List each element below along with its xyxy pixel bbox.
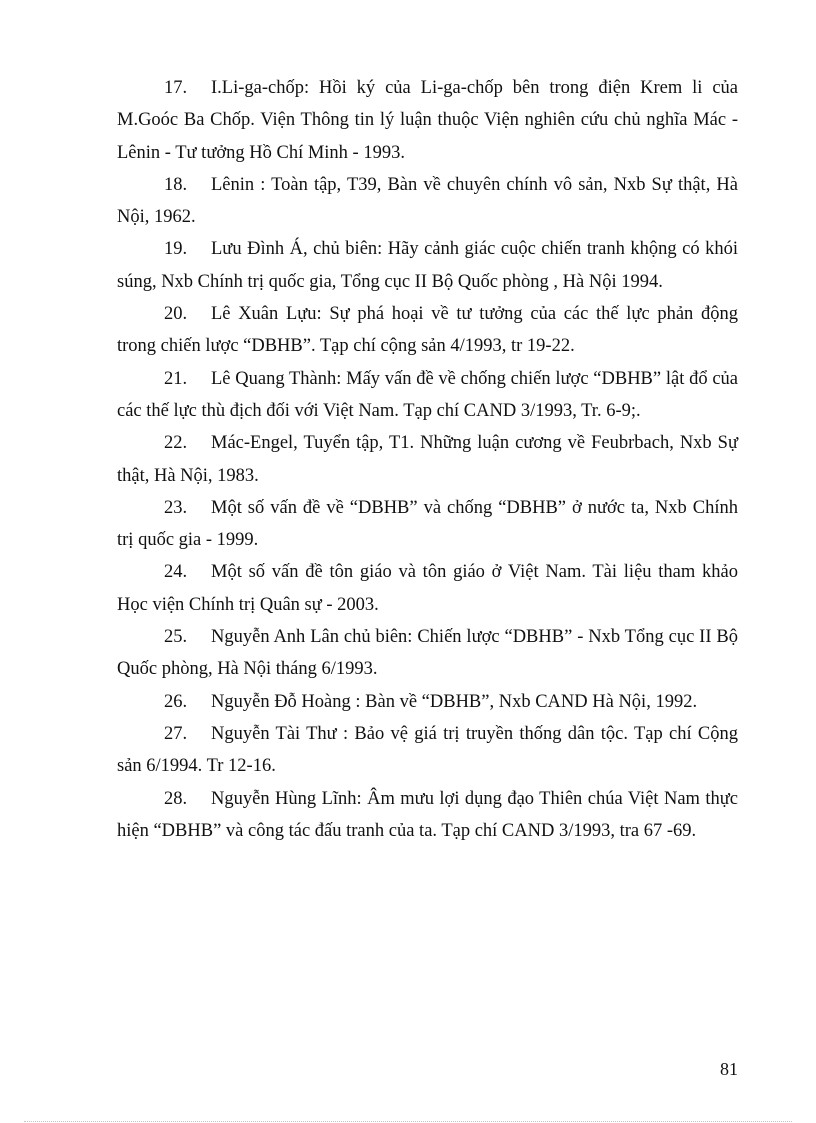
reference-number: 28. <box>164 788 188 809</box>
reference-number: 26. <box>164 691 188 712</box>
reference-number: 27. <box>164 723 188 744</box>
reference-text: Một số vấn đề về “DBHB” và chống “DBHB” ở nước ta, Nxb Chính trị quốc gia - 1999. <box>117 497 738 551</box>
reference-number: 22. <box>164 433 188 454</box>
reference-text: Nguyễn Tài Thư : Bảo vệ giá trị truyền thống dân tộc. Tạp chí Cộng sản 6/1994. Tr 12-16. <box>117 723 738 777</box>
reference-item <box>117 492 738 557</box>
reference-item <box>117 363 738 428</box>
reference-text: Lê Quang Thành: Mấy vấn đề về chống chiến lược “DBHB” lật đổ của các thế lực thù địch đối với Việt Nam. Tạp chí CAND 3/1993, Tr. 6-9;. <box>117 368 738 421</box>
reference-text: Nguyễn Anh Lân chủ biên: Chiến lược “DBHB” - Nxb Tổng cục II Bộ Quốc phòng, Hà Nội tháng 6/1993. <box>117 627 738 680</box>
reference-number: 24. <box>164 562 188 583</box>
reference-item <box>117 718 738 783</box>
reference-item <box>117 556 738 621</box>
reference-text: Lưu Đình Á, chủ biên: Hãy cảnh giác cuộc chiến tranh khộng có khói súng, Nxb Chính trị quốc gia, Tổng cục II Bộ Quốc phòng , Hà Nội 1994. <box>117 239 738 292</box>
reference-number: 20. <box>164 304 188 325</box>
reference-text: Mác-Engel, Tuyển tập, T1. Những luận cương về Feubrbach, Nxb Sự thật, Hà Nội, 1983. <box>117 433 738 486</box>
reference-text: I.Li-ga-chốp: Hồi ký của Li-ga-chốp bên trong điện Krem li của M.Goóc Ba Chốp. Viện Thông tin lý luận thuộc Viện nghiên cứu chủ nghĩa Mác - Lênin - Tư tưởng Hồ Chí Minh - 1993. <box>117 78 738 163</box>
page-number: 81 <box>720 1059 738 1079</box>
reference-item <box>117 72 738 169</box>
reference-item <box>117 686 738 718</box>
reference-item <box>117 427 738 492</box>
page-edge-divider <box>24 1121 792 1122</box>
reference-number: 18. <box>164 174 188 195</box>
reference-list <box>117 72 738 847</box>
reference-text: Lê Xuân Lựu: Sự phá hoại về tư tưởng của các thế lực phản động trong chiến lược “DBHB”. Tạp chí cộng sản 4/1993, tr 19-22. <box>117 304 738 357</box>
reference-number: 19. <box>164 239 188 260</box>
reference-text: Nguyễn Đỗ Hoàng : Bàn về “DBHB”, Nxb CAND Hà Nội, 1992. <box>211 691 698 712</box>
reference-text: Nguyễn Hùng Lĩnh: Âm mưu lợi dụng đạo Thiên chúa Việt Nam thực hiện “DBHB” và công tác đấu tranh của ta. Tạp chí CAND 3/1993, tra 67 -69. <box>117 788 738 841</box>
reference-number: 17. <box>164 78 188 98</box>
reference-number: 23. <box>164 497 188 518</box>
reference-text: Một số vấn đề tôn giáo và tôn giáo ở Việt Nam. Tài liệu tham khảo Học viện Chính trị Quân sự - 2003. <box>117 562 738 615</box>
reference-item <box>117 621 738 686</box>
reference-item <box>117 169 738 234</box>
reference-item <box>117 783 738 848</box>
reference-number: 25. <box>164 627 188 648</box>
reference-text: Lênin : Toàn tập, T39, Bàn về chuyên chính vô sản, Nxb Sự thật, Hà Nội, 1962. <box>117 174 738 228</box>
reference-item <box>117 233 738 298</box>
reference-number: 21. <box>164 368 188 389</box>
reference-item <box>117 298 738 363</box>
